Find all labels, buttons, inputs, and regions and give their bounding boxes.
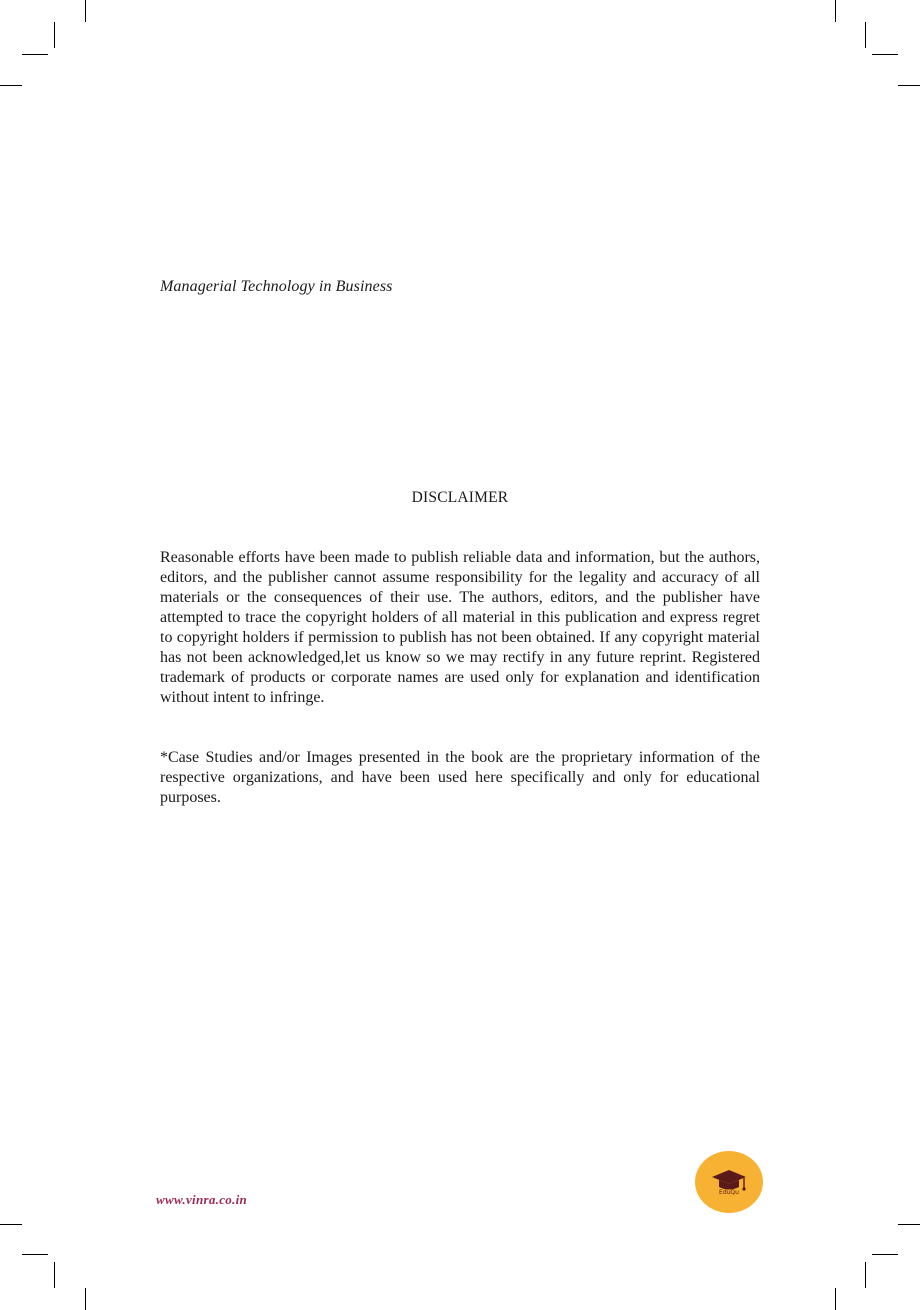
- crop-mark: [872, 1254, 898, 1255]
- running-head: Managerial Technology in Business: [160, 278, 393, 295]
- crop-mark: [898, 85, 920, 86]
- crop-mark: [865, 1262, 866, 1288]
- crop-mark: [22, 1254, 48, 1255]
- crop-mark: [85, 1288, 86, 1310]
- crop-mark: [865, 22, 866, 48]
- crop-mark: [0, 1224, 22, 1225]
- crop-mark: [872, 54, 898, 55]
- crop-mark: [22, 54, 48, 55]
- crop-mark: [54, 22, 55, 48]
- crop-mark: [835, 1288, 836, 1310]
- crop-mark: [898, 1224, 920, 1225]
- crop-mark: [835, 0, 836, 22]
- footer-url: www.vinra.co.in: [156, 1192, 248, 1207]
- crop-mark: [0, 85, 22, 86]
- case-studies-paragraph: *Case Studies and/or Images presented in the book are the proprietary information of the respective organizations, and have been used here specifically and only for educational purposes.: [160, 749, 760, 806]
- page-title: DISCLAIMER: [411, 489, 509, 506]
- crop-mark: [54, 1262, 55, 1288]
- logo-text: EduQu: [719, 1189, 739, 1196]
- graduation-cap-icon: [695, 1151, 763, 1213]
- crop-mark: [85, 0, 86, 22]
- disclaimer-paragraph: Reasonable efforts have been made to publish reliable data and information, but the authors, editors, and the publisher cannot assume responsibility for the legality and accuracy of all materials or the consequences of their use. The authors, editors, and the publisher have attempted to trace the copyright holders of all material in this publication and express regret to copyright holders if permission to publish has not been obtained. If any copyright material has not been acknowledged,let us know so we may rectify in any future reprint. Registered trademark of products or corporate names are used only for explanation and identification without intent to infringe.: [160, 549, 760, 706]
- publisher-logo: [695, 1151, 763, 1213]
